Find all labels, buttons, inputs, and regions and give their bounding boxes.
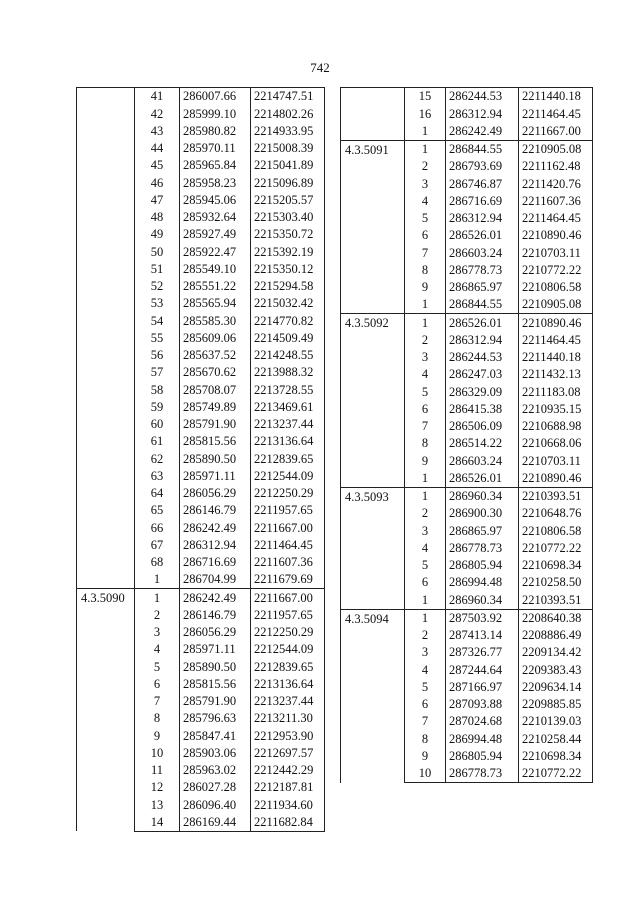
point-number: 65 xyxy=(135,502,180,519)
x-coordinate: 285932.64 xyxy=(180,209,251,226)
x-coordinate: 285791.90 xyxy=(180,416,251,433)
table-row xyxy=(341,314,593,332)
y-coordinate: 2214509.49 xyxy=(251,330,325,347)
y-coordinate: 2211464.45 xyxy=(519,332,593,349)
point-number: 10 xyxy=(135,745,180,762)
point-number: 7 xyxy=(135,693,180,710)
y-coordinate: 2210905.08 xyxy=(519,140,593,158)
point-number: 54 xyxy=(135,312,180,329)
point-number: 5 xyxy=(405,210,446,227)
y-coordinate: 2215392.19 xyxy=(251,243,325,260)
x-coordinate: 285999.10 xyxy=(180,105,251,122)
x-coordinate: 285749.89 xyxy=(180,399,251,416)
x-coordinate: 286960.34 xyxy=(446,487,519,505)
x-coordinate: 287413.14 xyxy=(446,627,519,644)
x-coordinate: 286603.24 xyxy=(446,452,519,469)
x-coordinate: 286844.55 xyxy=(446,140,519,158)
x-coordinate: 285815.56 xyxy=(180,433,251,450)
y-coordinate: 2210393.51 xyxy=(519,591,593,609)
x-coordinate: 285980.82 xyxy=(180,123,251,140)
x-coordinate: 285551.22 xyxy=(180,278,251,295)
x-coordinate: 287024.68 xyxy=(446,713,519,730)
x-coordinate: 286865.97 xyxy=(446,279,519,296)
point-number: 6 xyxy=(405,227,446,244)
x-coordinate: 286778.73 xyxy=(446,540,519,557)
y-coordinate: 2212839.65 xyxy=(251,658,325,675)
x-coordinate: 286603.24 xyxy=(446,244,519,261)
x-coordinate: 286169.44 xyxy=(180,814,251,832)
y-coordinate: 2215294.58 xyxy=(251,278,325,295)
x-coordinate: 286526.01 xyxy=(446,314,519,332)
y-coordinate: 2211162.48 xyxy=(519,158,593,175)
x-coordinate: 285708.07 xyxy=(180,381,251,398)
y-coordinate: 2215350.72 xyxy=(251,226,325,243)
y-coordinate: 2213136.64 xyxy=(251,676,325,693)
y-coordinate: 2210258.44 xyxy=(519,730,593,747)
point-number: 2 xyxy=(405,158,446,175)
x-coordinate: 286056.29 xyxy=(180,485,251,502)
y-coordinate: 2210698.34 xyxy=(519,748,593,765)
y-coordinate: 2211607.36 xyxy=(519,193,593,210)
coordinate-table-right xyxy=(340,87,593,783)
point-number: 3 xyxy=(135,624,180,641)
y-coordinate: 2211420.76 xyxy=(519,175,593,192)
x-coordinate: 285847.41 xyxy=(180,727,251,744)
coordinate-table-left xyxy=(76,87,325,832)
x-coordinate: 285815.56 xyxy=(180,676,251,693)
point-number: 4 xyxy=(405,661,446,678)
point-number: 2 xyxy=(405,332,446,349)
y-coordinate: 2211667.00 xyxy=(251,589,325,607)
y-coordinate: 2212250.29 xyxy=(251,485,325,502)
x-coordinate: 286312.94 xyxy=(446,105,519,122)
y-coordinate: 2212697.57 xyxy=(251,745,325,762)
point-number: 8 xyxy=(405,435,446,452)
x-coordinate: 285927.49 xyxy=(180,226,251,243)
point-number: 14 xyxy=(135,814,180,832)
point-number: 56 xyxy=(135,347,180,364)
x-coordinate: 286994.48 xyxy=(446,730,519,747)
y-coordinate: 2210703.11 xyxy=(519,452,593,469)
y-coordinate: 2210772.22 xyxy=(519,765,593,783)
y-coordinate: 2214802.26 xyxy=(251,105,325,122)
x-coordinate: 286994.48 xyxy=(446,574,519,591)
point-number: 55 xyxy=(135,330,180,347)
y-coordinate: 2210393.51 xyxy=(519,487,593,505)
point-number: 62 xyxy=(135,450,180,467)
y-coordinate: 2213211.30 xyxy=(251,710,325,727)
point-number: 1 xyxy=(135,571,180,589)
x-coordinate: 286900.30 xyxy=(446,505,519,522)
y-coordinate: 2211464.45 xyxy=(519,105,593,122)
y-coordinate: 2209134.42 xyxy=(519,644,593,661)
x-coordinate: 285903.06 xyxy=(180,745,251,762)
y-coordinate: 2213237.44 xyxy=(251,416,325,433)
point-number: 63 xyxy=(135,468,180,485)
y-coordinate: 2213237.44 xyxy=(251,693,325,710)
y-coordinate: 2211667.00 xyxy=(519,123,593,141)
table-row xyxy=(341,88,593,106)
table-row xyxy=(341,609,593,627)
x-coordinate: 285971.11 xyxy=(180,468,251,485)
x-coordinate: 286960.34 xyxy=(446,591,519,609)
x-coordinate: 285585.30 xyxy=(180,312,251,329)
point-number: 51 xyxy=(135,261,180,278)
y-coordinate: 2214770.82 xyxy=(251,312,325,329)
x-coordinate: 286242.49 xyxy=(180,589,251,607)
x-coordinate: 285791.90 xyxy=(180,693,251,710)
x-coordinate: 285965.84 xyxy=(180,157,251,174)
point-number: 8 xyxy=(135,710,180,727)
y-coordinate: 2210806.58 xyxy=(519,522,593,539)
x-coordinate: 286056.29 xyxy=(180,624,251,641)
y-coordinate: 2211934.60 xyxy=(251,796,325,813)
point-number: 60 xyxy=(135,416,180,433)
y-coordinate: 2211432.13 xyxy=(519,366,593,383)
x-coordinate: 286244.53 xyxy=(446,349,519,366)
x-coordinate: 286244.53 xyxy=(446,88,519,106)
x-coordinate: 286506.09 xyxy=(446,418,519,435)
point-number: 7 xyxy=(405,713,446,730)
x-coordinate: 286778.73 xyxy=(446,262,519,279)
x-coordinate: 286007.66 xyxy=(180,88,251,106)
x-coordinate: 287503.92 xyxy=(446,609,519,627)
point-number: 67 xyxy=(135,537,180,554)
x-coordinate: 285890.50 xyxy=(180,658,251,675)
point-number: 13 xyxy=(135,796,180,813)
y-coordinate: 2210139.03 xyxy=(519,713,593,730)
x-coordinate: 287166.97 xyxy=(446,679,519,696)
point-number: 8 xyxy=(405,730,446,747)
point-number: 3 xyxy=(405,522,446,539)
y-coordinate: 2214747.51 xyxy=(251,88,325,106)
point-number: 1 xyxy=(405,470,446,488)
y-coordinate: 2211440.18 xyxy=(519,88,593,106)
x-coordinate: 286704.99 xyxy=(180,571,251,589)
point-number: 6 xyxy=(405,401,446,418)
x-coordinate: 286096.40 xyxy=(180,796,251,813)
point-number: 4 xyxy=(135,641,180,658)
y-coordinate: 2212544.09 xyxy=(251,468,325,485)
x-coordinate: 285637.52 xyxy=(180,347,251,364)
y-coordinate: 2210698.34 xyxy=(519,557,593,574)
point-number: 16 xyxy=(405,105,446,122)
y-coordinate: 2210935.15 xyxy=(519,401,593,418)
y-coordinate: 2211183.08 xyxy=(519,383,593,400)
point-number: 9 xyxy=(405,279,446,296)
point-number: 61 xyxy=(135,433,180,450)
y-coordinate: 2210772.22 xyxy=(519,540,593,557)
x-coordinate: 285963.02 xyxy=(180,762,251,779)
y-coordinate: 2210890.46 xyxy=(519,314,593,332)
y-coordinate: 2212953.90 xyxy=(251,727,325,744)
point-number: 5 xyxy=(405,383,446,400)
y-coordinate: 2210668.06 xyxy=(519,435,593,452)
point-number: 64 xyxy=(135,485,180,502)
x-coordinate: 286146.79 xyxy=(180,502,251,519)
x-coordinate: 286793.69 xyxy=(446,158,519,175)
x-coordinate: 285796.63 xyxy=(180,710,251,727)
x-coordinate: 287244.64 xyxy=(446,661,519,678)
y-coordinate: 2215032.42 xyxy=(251,295,325,312)
y-coordinate: 2211440.18 xyxy=(519,349,593,366)
point-number: 6 xyxy=(135,676,180,693)
x-coordinate: 286514.22 xyxy=(446,435,519,452)
point-number: 5 xyxy=(405,557,446,574)
y-coordinate: 2209634.14 xyxy=(519,679,593,696)
y-coordinate: 2209383.43 xyxy=(519,661,593,678)
x-coordinate: 285549.10 xyxy=(180,261,251,278)
point-number: 2 xyxy=(405,627,446,644)
y-coordinate: 2211679.69 xyxy=(251,571,325,589)
point-number: 3 xyxy=(405,644,446,661)
y-coordinate: 2211464.45 xyxy=(251,537,325,554)
point-number: 6 xyxy=(405,574,446,591)
point-number: 3 xyxy=(405,175,446,192)
point-number: 50 xyxy=(135,243,180,260)
y-coordinate: 2214933.95 xyxy=(251,123,325,140)
point-number: 1 xyxy=(405,609,446,627)
x-coordinate: 286146.79 xyxy=(180,607,251,624)
point-number: 66 xyxy=(135,519,180,536)
x-coordinate: 286242.49 xyxy=(446,123,519,141)
x-coordinate: 285890.50 xyxy=(180,450,251,467)
x-coordinate: 286865.97 xyxy=(446,522,519,539)
point-number: 7 xyxy=(405,418,446,435)
point-number: 48 xyxy=(135,209,180,226)
y-coordinate: 2214248.55 xyxy=(251,347,325,364)
y-coordinate: 2210703.11 xyxy=(519,244,593,261)
point-number: 1 xyxy=(405,296,446,314)
point-number: 1 xyxy=(405,140,446,158)
y-coordinate: 2211957.65 xyxy=(251,502,325,519)
y-coordinate: 2212839.65 xyxy=(251,450,325,467)
x-coordinate: 286247.03 xyxy=(446,366,519,383)
x-coordinate: 286027.28 xyxy=(180,779,251,796)
x-coordinate: 285971.11 xyxy=(180,641,251,658)
x-coordinate: 285970.11 xyxy=(180,140,251,157)
parcel-id: 4.3.5092 xyxy=(341,314,405,488)
y-coordinate: 2210890.46 xyxy=(519,227,593,244)
point-number: 9 xyxy=(135,727,180,744)
y-coordinate: 2210648.76 xyxy=(519,505,593,522)
x-coordinate: 286242.49 xyxy=(180,519,251,536)
x-coordinate: 286844.55 xyxy=(446,296,519,314)
point-number: 8 xyxy=(405,262,446,279)
x-coordinate: 285922.47 xyxy=(180,243,251,260)
y-coordinate: 2213988.32 xyxy=(251,364,325,381)
point-number: 4 xyxy=(405,540,446,557)
y-coordinate: 2213136.64 xyxy=(251,433,325,450)
table-row xyxy=(77,589,325,607)
point-number: 58 xyxy=(135,381,180,398)
y-coordinate: 2212187.81 xyxy=(251,779,325,796)
x-coordinate: 285670.62 xyxy=(180,364,251,381)
x-coordinate: 286805.94 xyxy=(446,557,519,574)
x-coordinate: 286805.94 xyxy=(446,748,519,765)
x-coordinate: 286329.09 xyxy=(446,383,519,400)
x-coordinate: 287326.77 xyxy=(446,644,519,661)
point-number: 44 xyxy=(135,140,180,157)
table-row xyxy=(341,487,593,505)
parcel-id xyxy=(77,88,135,589)
point-number: 5 xyxy=(135,658,180,675)
parcel-id: 4.3.5091 xyxy=(341,140,405,314)
y-coordinate: 2209885.85 xyxy=(519,696,593,713)
y-coordinate: 2210772.22 xyxy=(519,262,593,279)
x-coordinate: 286746.87 xyxy=(446,175,519,192)
x-coordinate: 286526.01 xyxy=(446,227,519,244)
y-coordinate: 2215096.89 xyxy=(251,174,325,191)
y-coordinate: 2212442.29 xyxy=(251,762,325,779)
point-number: 59 xyxy=(135,399,180,416)
point-number: 49 xyxy=(135,226,180,243)
y-coordinate: 2211667.00 xyxy=(251,519,325,536)
y-coordinate: 2210258.50 xyxy=(519,574,593,591)
parcel-id xyxy=(341,88,405,141)
point-number: 46 xyxy=(135,174,180,191)
x-coordinate: 285609.06 xyxy=(180,330,251,347)
point-number: 52 xyxy=(135,278,180,295)
point-number: 9 xyxy=(405,452,446,469)
y-coordinate: 2211682.84 xyxy=(251,814,325,832)
x-coordinate: 286415.38 xyxy=(446,401,519,418)
x-coordinate: 286312.94 xyxy=(446,210,519,227)
point-number: 5 xyxy=(405,679,446,696)
y-coordinate: 2213469.61 xyxy=(251,399,325,416)
y-coordinate: 2210905.08 xyxy=(519,296,593,314)
table-row xyxy=(341,140,593,158)
x-coordinate: 286716.69 xyxy=(180,554,251,571)
point-number: 1 xyxy=(135,589,180,607)
point-number: 2 xyxy=(135,607,180,624)
y-coordinate: 2215008.39 xyxy=(251,140,325,157)
parcel-id: 4.3.5094 xyxy=(341,609,405,783)
point-number: 1 xyxy=(405,591,446,609)
y-coordinate: 2208886.49 xyxy=(519,627,593,644)
x-coordinate: 286312.94 xyxy=(446,332,519,349)
y-coordinate: 2215205.57 xyxy=(251,192,325,209)
y-coordinate: 2212544.09 xyxy=(251,641,325,658)
x-coordinate: 285945.06 xyxy=(180,192,251,209)
y-coordinate: 2210806.58 xyxy=(519,279,593,296)
parcel-id: 4.3.5093 xyxy=(341,487,405,609)
y-coordinate: 2208640.38 xyxy=(519,609,593,627)
point-number: 15 xyxy=(405,88,446,106)
y-coordinate: 2210688.98 xyxy=(519,418,593,435)
y-coordinate: 2211607.36 xyxy=(251,554,325,571)
y-coordinate: 2215303.40 xyxy=(251,209,325,226)
y-coordinate: 2215041.89 xyxy=(251,157,325,174)
point-number: 45 xyxy=(135,157,180,174)
point-number: 10 xyxy=(405,765,446,783)
point-number: 1 xyxy=(405,487,446,505)
point-number: 2 xyxy=(405,505,446,522)
point-number: 4 xyxy=(405,193,446,210)
y-coordinate: 2215350.12 xyxy=(251,261,325,278)
point-number: 42 xyxy=(135,105,180,122)
y-coordinate: 2210890.46 xyxy=(519,470,593,488)
x-coordinate: 286778.73 xyxy=(446,765,519,783)
y-coordinate: 2212250.29 xyxy=(251,624,325,641)
x-coordinate: 285958.23 xyxy=(180,174,251,191)
point-number: 1 xyxy=(405,314,446,332)
point-number: 53 xyxy=(135,295,180,312)
page-number: 742 xyxy=(310,60,330,75)
point-number: 41 xyxy=(135,88,180,106)
point-number: 43 xyxy=(135,123,180,140)
point-number: 12 xyxy=(135,779,180,796)
point-number: 57 xyxy=(135,364,180,381)
point-number: 7 xyxy=(405,244,446,261)
x-coordinate: 286312.94 xyxy=(180,537,251,554)
point-number: 68 xyxy=(135,554,180,571)
y-coordinate: 2213728.55 xyxy=(251,381,325,398)
table-row xyxy=(77,88,325,106)
point-number: 3 xyxy=(405,349,446,366)
y-coordinate: 2211957.65 xyxy=(251,607,325,624)
y-coordinate: 2211464.45 xyxy=(519,210,593,227)
point-number: 4 xyxy=(405,366,446,383)
x-coordinate: 286526.01 xyxy=(446,470,519,488)
point-number: 9 xyxy=(405,748,446,765)
point-number: 11 xyxy=(135,762,180,779)
x-coordinate: 287093.88 xyxy=(446,696,519,713)
point-number: 6 xyxy=(405,696,446,713)
point-number: 47 xyxy=(135,192,180,209)
point-number: 1 xyxy=(405,123,446,141)
x-coordinate: 286716.69 xyxy=(446,193,519,210)
parcel-id: 4.3.5090 xyxy=(77,589,135,832)
x-coordinate: 285565.94 xyxy=(180,295,251,312)
